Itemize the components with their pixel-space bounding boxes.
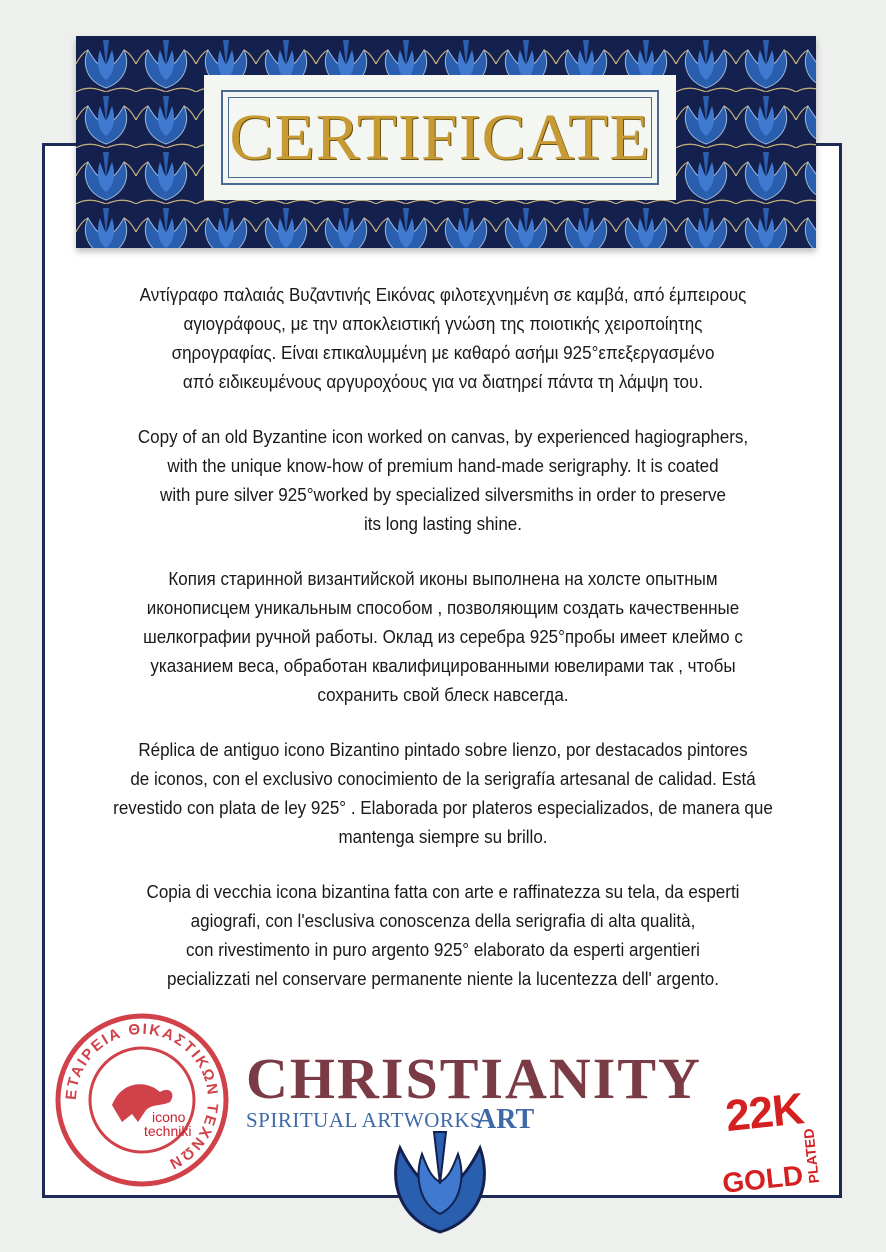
text-line: Копия старинной византийской иконы выполнена на холсте опытным — [168, 568, 718, 589]
brand-watermark — [246, 1046, 702, 1135]
text-line: σηρογραφίας. Είναι επικαλυμμένη με καθαρό ασήμι 925°επεξεργασμένο — [171, 342, 715, 363]
text-line: mantenga siempre su brillo. — [338, 826, 548, 847]
certificate-body — [56, 280, 830, 1019]
badge-plated: PLATED — [800, 1127, 823, 1184]
brand-art: ART — [476, 1104, 535, 1135]
badge-gold: GOLD — [720, 1159, 805, 1199]
text-line: Copia di vecchia icona bizantina fatta con arte e raffinatezza su tela, da esperti — [146, 881, 740, 902]
text-line: de iconos, con el exclusivo conocimiento de la serigrafía artesanal de calidad. Está — [130, 768, 756, 789]
brand-tagline: SPIRITUAL ARTWORKS — [246, 1108, 483, 1132]
stamp-logo-line1: icono — [152, 1109, 186, 1125]
text-line: иконописцем уникальным способом , позволяющим создать качественные — [146, 597, 740, 618]
text-line: шелкографии ручной работы. Оклад из серебра 925°пробы имеет клеймо с — [143, 626, 743, 647]
stamp-logo-line2: techniki — [144, 1123, 192, 1139]
text-line: agiografi, con l'esclusiva conoscenza della serigrafia di alta qualità, — [190, 910, 696, 931]
text-line: από ειδικευμένους αργυροχόους για να διατηρεί πάντα τη λάμψη του. — [182, 371, 704, 392]
fan-ornament-icon — [370, 1120, 510, 1240]
title-box — [204, 75, 676, 200]
paragraph-english — [87, 422, 799, 538]
text-line: αγιογράφους, με την αποκλειστική γνώση της ποιοτικής χειροποίητης — [183, 313, 703, 334]
text-line: its long lasting shine. — [363, 513, 523, 534]
paragraph-spanish — [87, 735, 799, 851]
gold-plated-badge — [708, 1084, 827, 1199]
text-line: with the unique know-how of premium hand-made serigraphy. It is coated — [167, 455, 719, 476]
bottom-ornament — [370, 1120, 510, 1240]
page-title: CERTIFICATE — [229, 100, 651, 174]
title-border-outer — [221, 90, 659, 185]
paragraph-russian — [87, 564, 799, 709]
paragraph-italian — [87, 877, 799, 993]
text-line: pecializzati nel conservare permanente niente la lucentezza dell' argento. — [166, 968, 720, 989]
text-line: указанием веса, обработан квалифицированными ювелирами так , чтобы — [150, 655, 736, 676]
text-line: con rivestimento in puro argento 925° elaborato da esperti argentieri — [186, 939, 700, 960]
text-line: with pure silver 925°worked by specialized silversmiths in order to preserve — [160, 484, 726, 505]
paragraph-greek — [87, 280, 799, 396]
brand-name: CHRISTIANITY — [246, 1046, 702, 1111]
company-stamp — [52, 1010, 232, 1190]
text-line: Réplica de antiguo icono Bizantino pintado sobre lienzo, por destacados pintores — [138, 739, 748, 760]
badge-karat: 22K — [723, 1084, 806, 1142]
title-border-inner — [228, 97, 652, 178]
stamp-seal-icon — [52, 1010, 232, 1190]
text-line: revestido con plata de ley 925° . Elaborada por plateros especializados, de manera que — [113, 797, 773, 818]
stamp-ring-text: ΕΤΑΙΡΕΙΑ ΘΙΚΑΣΤΙΚΩΝ ΤΕΧΝΩΝ — [62, 1020, 222, 1173]
text-line: сохранить свой блеск навсегда. — [317, 684, 569, 705]
text-line: Αντίγραφο παλαιάς Βυζαντινής Εικόνας φιλοτεχνημένη σε καμβά, από έμπειρους — [139, 284, 747, 305]
text-line: Copy of an old Byzantine icon worked on canvas, by experienced hagiographers, — [137, 426, 749, 447]
